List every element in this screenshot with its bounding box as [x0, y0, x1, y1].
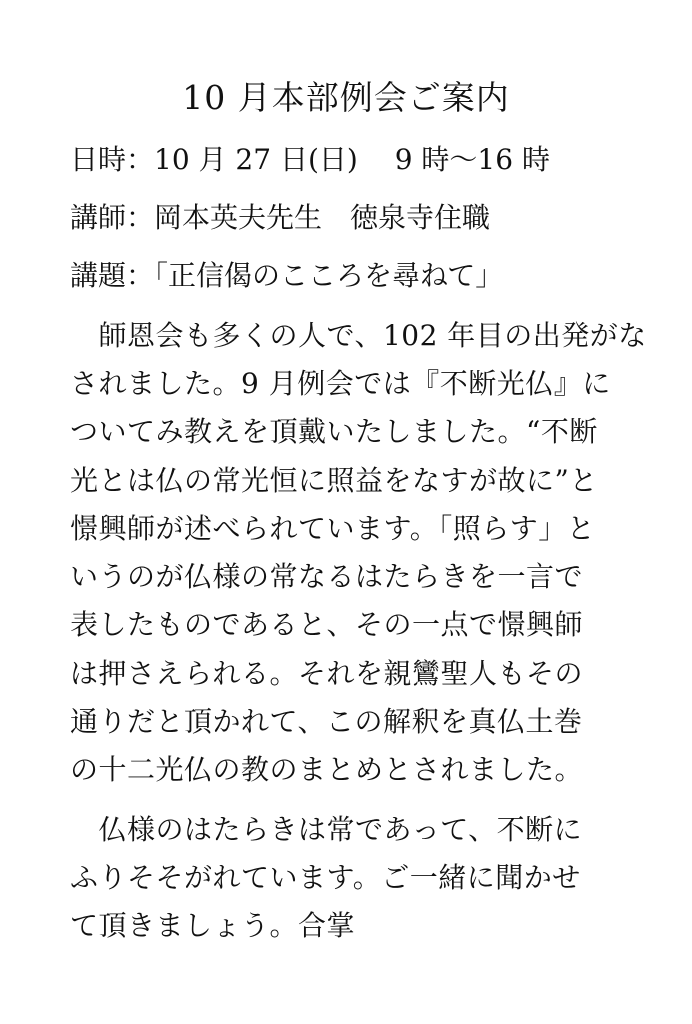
- event-topic: 講題：「正信偈のこころを尋ねて」: [70, 259, 504, 292]
- paragraph-1-line: いうのが仏様の常なるはたらきを一言で: [70, 560, 584, 593]
- paragraph-1-line: は押さえられる。それを親鸞聖人もその: [70, 657, 584, 690]
- paragraph-2-line: ふりそそがれています。ご一緒に聞かせ: [70, 861, 581, 894]
- paragraph-1-line: 師恩会も多くの人で、102 年目の出発がな: [70, 319, 647, 352]
- paragraph-2-line: 仏様のはたらきは常であって、不断に: [70, 813, 583, 846]
- paragraph-1-line: の十二光仏の教のまとめとされました。: [70, 753, 584, 786]
- paragraph-1-line: 表したものであると、その一点で憬興師: [70, 608, 584, 641]
- paragraph-1-line: 憬興師が述べられています。「照らす」と: [70, 512, 596, 545]
- paragraph-1-line: 通りだと頂かれて、この解釈を真仏土巻: [70, 705, 583, 738]
- paragraph-1-line: 光とは仏の常光恒に照益をなすが故に”と: [70, 464, 598, 497]
- page-title: 10 月本部例会ご案内: [182, 78, 510, 117]
- paragraph-1-line: ついてみ教えを頂戴いたしました。“不断: [70, 415, 598, 448]
- paragraph-1-line: されました。9 月例会では『不断光仏』に: [70, 367, 611, 400]
- event-date-time: 日時：10 月 27 日(日) 9 時～16 時: [70, 143, 550, 176]
- event-speaker: 講師：岡本英夫先生 徳泉寺住職: [70, 201, 491, 234]
- paragraph-2-line: て頂きましょう。合掌: [70, 909, 356, 942]
